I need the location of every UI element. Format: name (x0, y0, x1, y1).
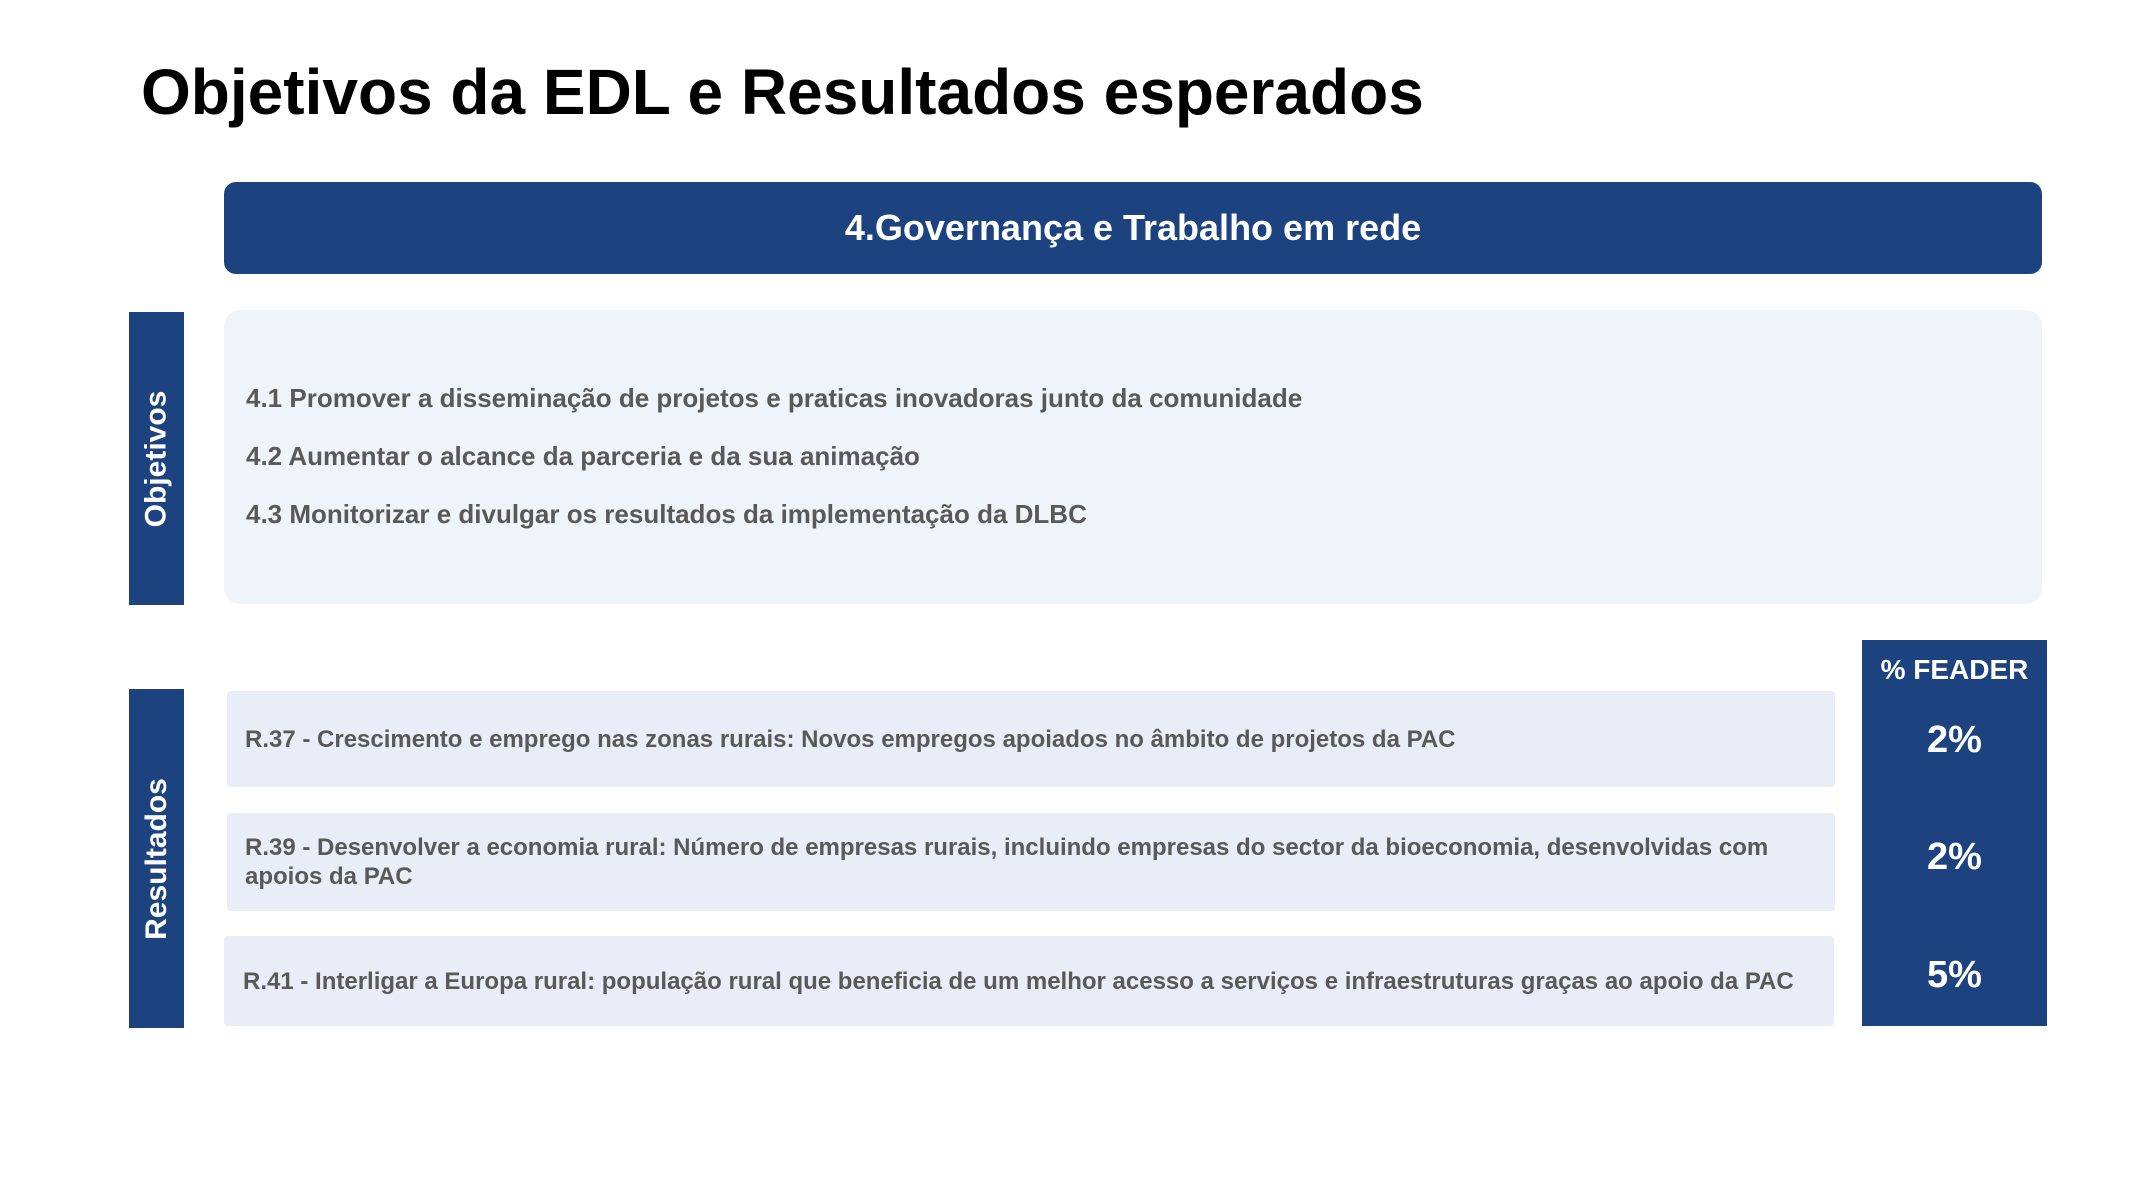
objective-item-4-2: 4.2 Aumentar o alcance da parceria e da sua animação (246, 441, 920, 471)
objective-item-4-3: 4.3 Monitorizar e divulgar os resultados da implementação da DLBC (246, 499, 1087, 529)
resultados-side-label (129, 689, 184, 1028)
result-row-r41 (224, 936, 1834, 1026)
result-text-r37: R.37 - Crescimento e emprego nas zonas rurais: Novos empregos apoiados no âmbito de projetos da PAC (245, 725, 1456, 753)
objectives-panel (224, 310, 2042, 604)
result-text-r41: R.41 - Interligar a Europa rural: população rural que beneficia de um melhor acesso a serviços e infraestruturas graças ao apoio da PAC (243, 967, 1794, 995)
objetivos-side-label (129, 312, 184, 605)
feader-header: % FEADER (1880, 654, 2029, 685)
page-title: Objetivos da EDL e Resultados esperados (141, 56, 1424, 128)
feader-panel (1862, 640, 2047, 1026)
theme-title: 4.Governança e Trabalho em rede (844, 207, 1422, 248)
objective-item-4-1: 4.1 Promover a disseminação de projetos e praticas inovadoras junto da comunidade (246, 383, 1303, 413)
resultados-label-text: Resultados (139, 777, 173, 940)
theme-banner (224, 182, 2042, 274)
feader-value-r41: 5% (1927, 954, 1982, 996)
feader-value-r37: 2% (1927, 719, 1982, 761)
result-row-r37 (227, 691, 1835, 787)
objetivos-label-text: Objetivos (139, 390, 173, 527)
feader-value-r39: 2% (1927, 836, 1982, 878)
result-text-r39: R.39 - Desenvolver a economia rural: Número de empresas rurais, incluindo empresas do sector da bioeconomia, desenvolvidas com apoios da PAC (245, 834, 1769, 890)
result-row-r39 (227, 813, 1835, 911)
